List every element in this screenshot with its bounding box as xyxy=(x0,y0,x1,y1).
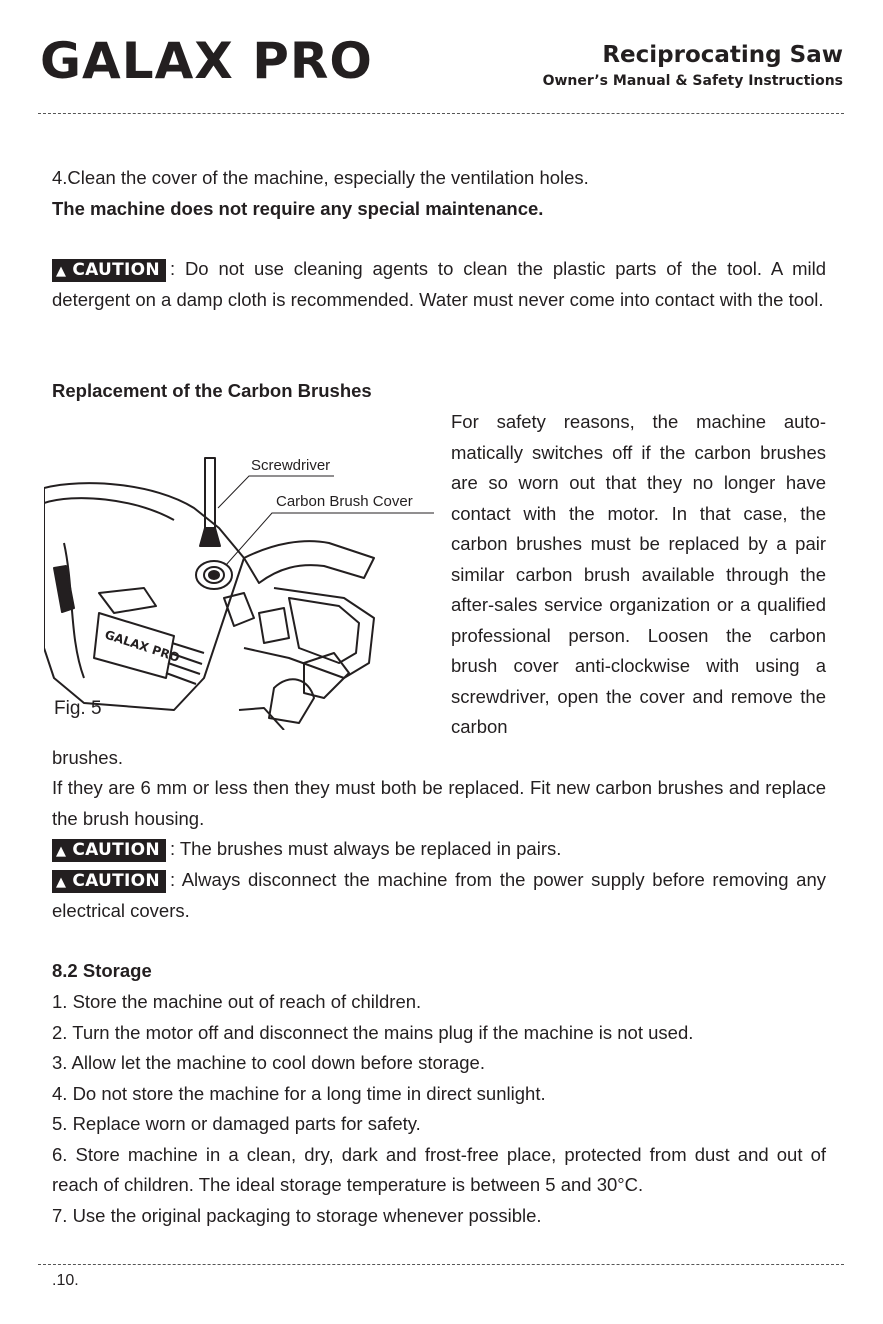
replace-brushes-text: If they are 6 mm or less then they must both be replaced. Fit new carbon brushes and replace the brush housing. xyxy=(52,777,826,829)
caution-badge xyxy=(52,870,166,893)
warning-triangle-icon: ▲ xyxy=(56,875,67,890)
list-item: 7. Use the original packaging to storage whenever possible. xyxy=(52,1204,542,1226)
list-item: 5. Replace worn or damaged parts for safety. xyxy=(52,1113,421,1134)
maintenance-note: The machine does not require any special maintenance. xyxy=(52,198,544,219)
caution-paragraph-pairs xyxy=(52,834,826,865)
list-item: 1. Store the machine out of reach of children. xyxy=(52,991,422,1012)
list-item: 6. Store machine in a clean, dry, dark and frost-free place, protected from dust and out of reach of children. The ideal storage temperature is between 5 and 30°C. xyxy=(52,1143,826,1195)
list-item: 2. Turn the motor off and disconnect the mains plug if the machine is not used. xyxy=(52,1021,694,1043)
caution-text: : Always disconnect the machine from the power supply before removing any electrical covers. xyxy=(52,869,826,921)
storage-list xyxy=(52,987,826,1231)
list-item: 4. Do not store the machine for a long time in direct sunlight. xyxy=(52,1082,546,1104)
document-subtitle: Owner’s Manual & Safety Instructions xyxy=(542,73,843,89)
header-divider xyxy=(38,113,844,114)
warning-triangle-icon: ▲ xyxy=(56,264,67,279)
carbon-brush-instructions: For safety reasons, the machine auto-matically switches off if the carbon brushes are so worn out that they no longer have contact with the motor. In that case, the carbon brushes must be replaced by a pair similar carbon brush available through the after-sales service organization or a qualified professional person. Loosen the carbon brush cover anti-clockwise with using a screwdriver, open the cover and remove the carbon xyxy=(451,411,826,737)
caution-paragraph-cleaning xyxy=(52,254,826,315)
section-heading-carbon-brushes: Replacement of the Carbon Brushes xyxy=(52,380,372,401)
brand-logo: GALAX PRO xyxy=(40,32,373,90)
maintenance-step-4: 4.Clean the cover of the machine, especially the ventilation holes. xyxy=(52,167,589,188)
caution-text: : Do not use cleaning agents to clean the plastic parts of the tool. A mild detergent on a damp cloth is recommended. Water must never come into contact with the tool. xyxy=(52,258,826,310)
figure-5-illustration xyxy=(44,448,444,730)
caution-badge xyxy=(52,259,166,282)
caution-badge xyxy=(52,839,166,862)
document-title: Reciprocating Saw xyxy=(602,42,843,68)
caution-label: CAUTION xyxy=(72,840,160,860)
section-heading-storage: 8.2 Storage xyxy=(52,960,152,981)
warning-triangle-icon: ▲ xyxy=(56,844,67,859)
figure-label: Fig. 5 xyxy=(54,698,102,719)
caution-label: CAUTION xyxy=(72,871,160,891)
callout-screwdriver: Screwdriver xyxy=(251,457,331,474)
caution-label: CAUTION xyxy=(72,260,160,280)
page-number: .10. xyxy=(52,1272,79,1289)
list-item: 3. Allow let the machine to cool down before storage. xyxy=(52,1052,485,1073)
caution-paragraph-disconnect xyxy=(52,865,826,926)
caution-text: : The brushes must always be replaced in pairs. xyxy=(169,838,562,859)
tool-logo: GALAX PRO xyxy=(103,627,182,665)
callout-carbon-brush-cover: Carbon Brush Cover xyxy=(276,493,413,510)
carbon-brush-continuation: brushes. xyxy=(52,747,123,768)
screwdriver-tip xyxy=(200,528,220,546)
footer-divider xyxy=(38,1264,844,1265)
